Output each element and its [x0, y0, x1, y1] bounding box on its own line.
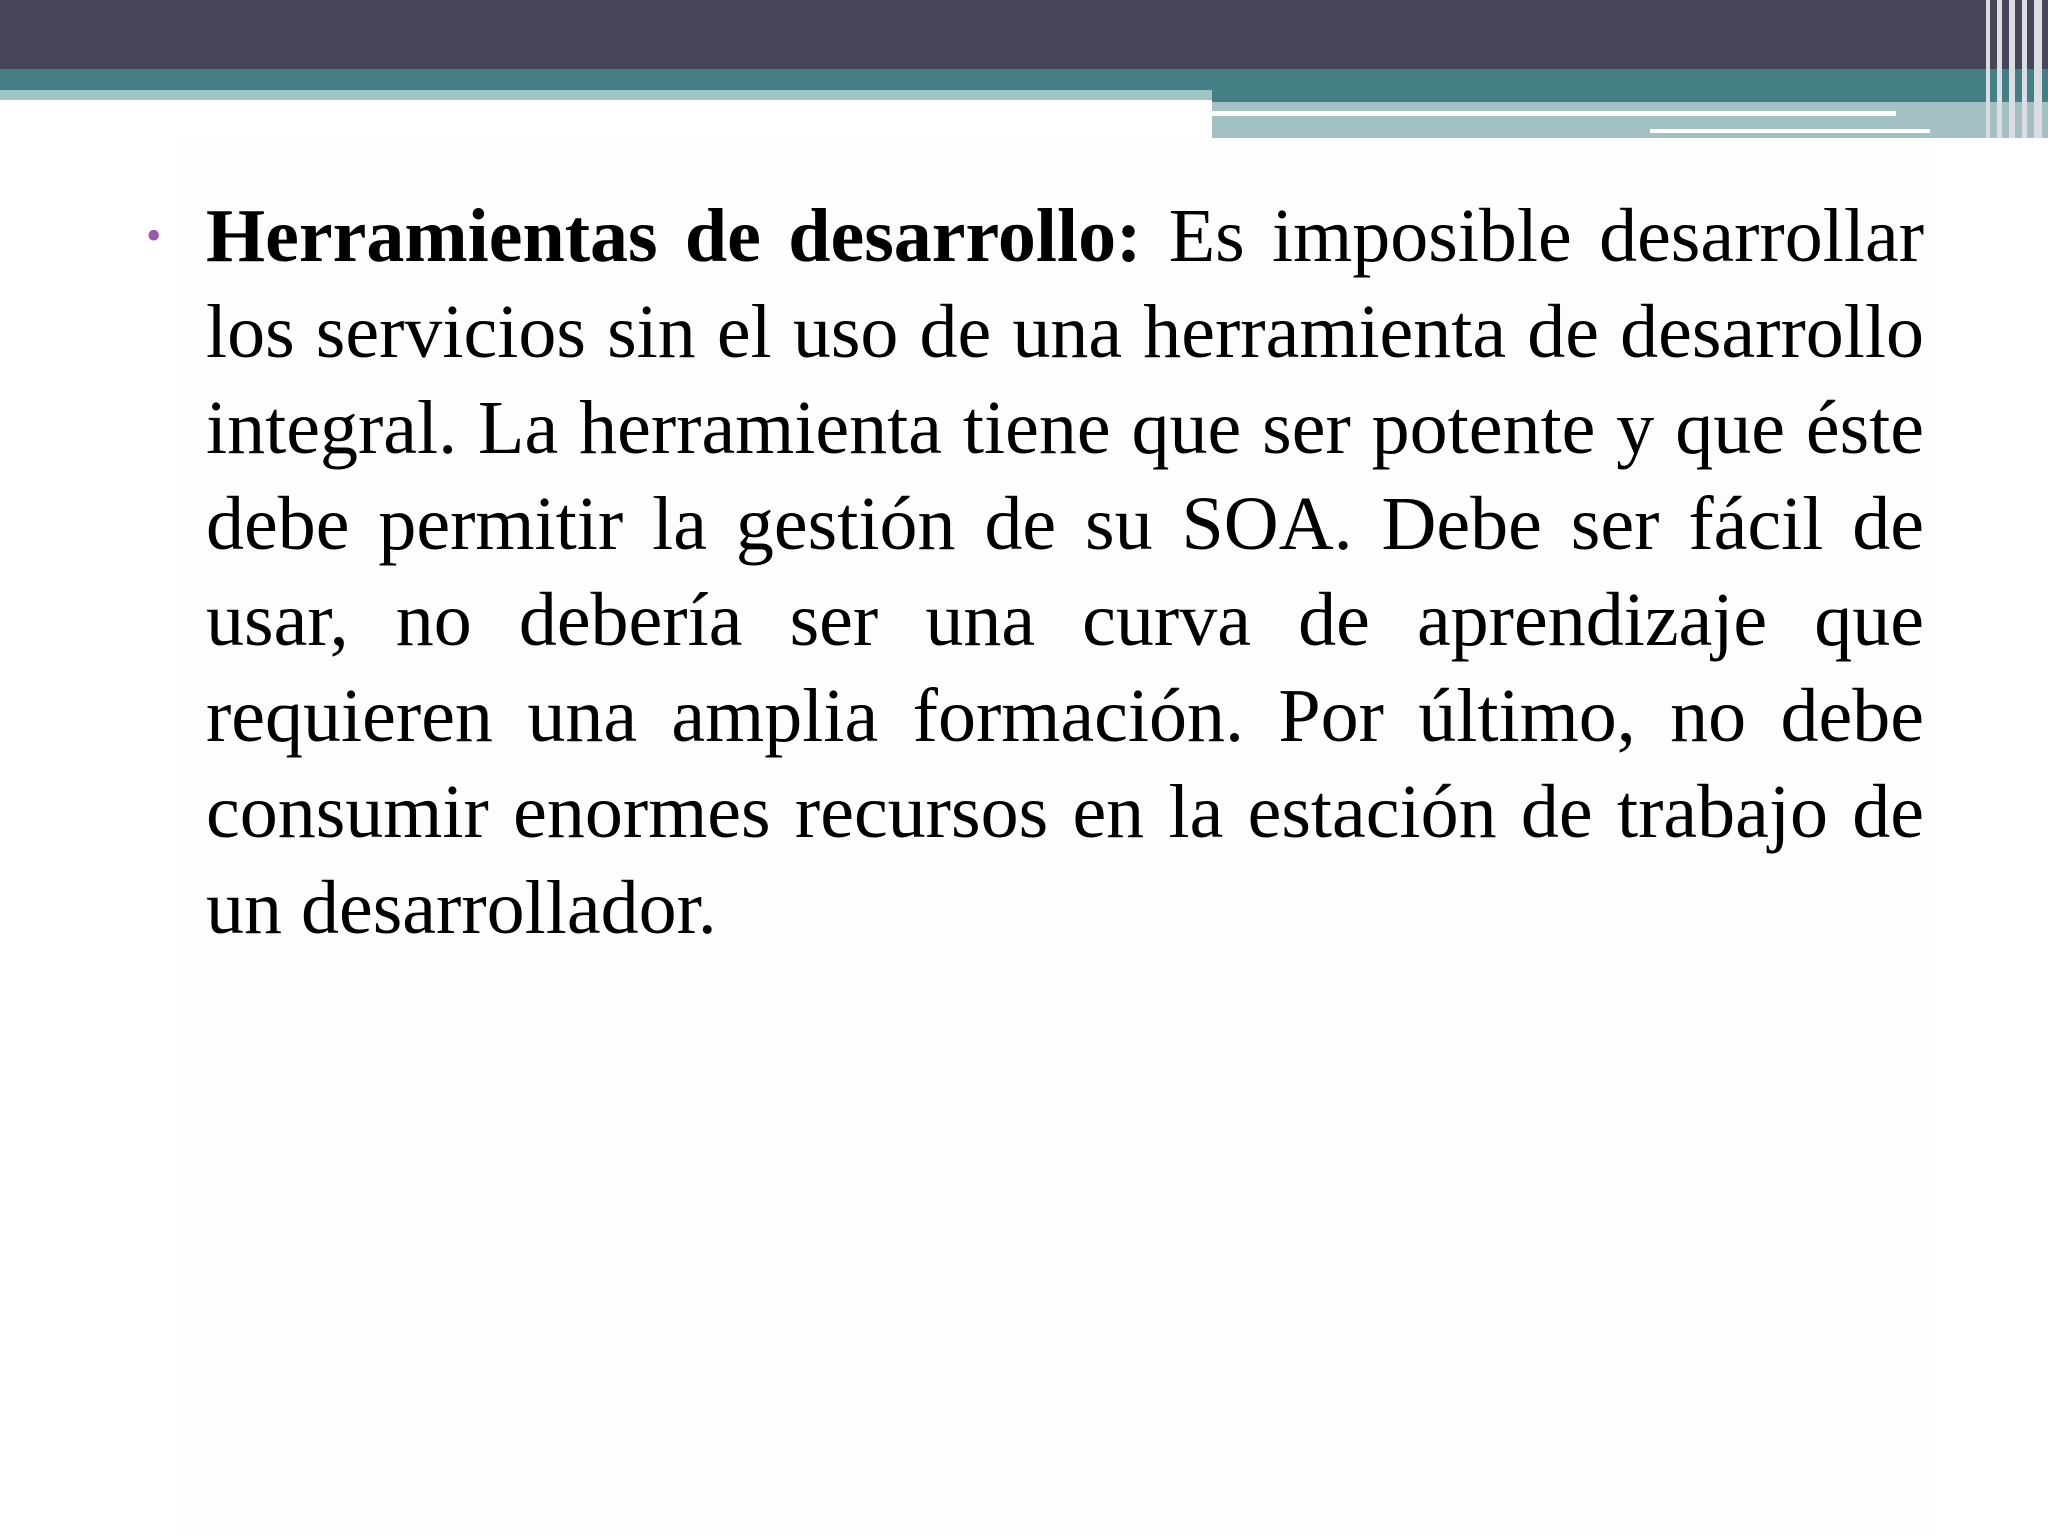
header-vertical-stripe — [2009, 0, 2015, 138]
header-band-dark — [0, 0, 2048, 69]
bullet-dot-icon: • — [146, 211, 162, 260]
bullet-paragraph — [206, 188, 1924, 956]
header-vertical-stripe — [1997, 0, 2002, 138]
slide-body — [146, 188, 1924, 956]
bullet-item — [146, 188, 1924, 956]
header-band-light-teal — [0, 90, 1212, 100]
header-vertical-stripe — [1986, 0, 1990, 138]
header-accent-line-short — [1650, 129, 1930, 133]
header-band-right-teal — [1212, 90, 2048, 102]
header-accent-line — [1212, 111, 1896, 116]
bullet-lead: Herramientas de desarrollo: — [206, 194, 1142, 278]
header-band-teal — [0, 69, 2048, 90]
header-vertical-stripe — [2034, 0, 2042, 138]
bullet-text: Es imposible desarrollar los servicios sin el uso de una herramienta de desarrollo integral. La herramienta tiene que ser potente y que éste debe permitir la gestión de su SOA. Debe ser fácil de usar, no debería ser una curva de aprendizaje que requieren una amplia formación. Por último, no debe consumir enormes recursos en la estación de trabajo de un desarrollador. — [206, 194, 1925, 950]
header-vertical-stripe — [2022, 0, 2027, 138]
